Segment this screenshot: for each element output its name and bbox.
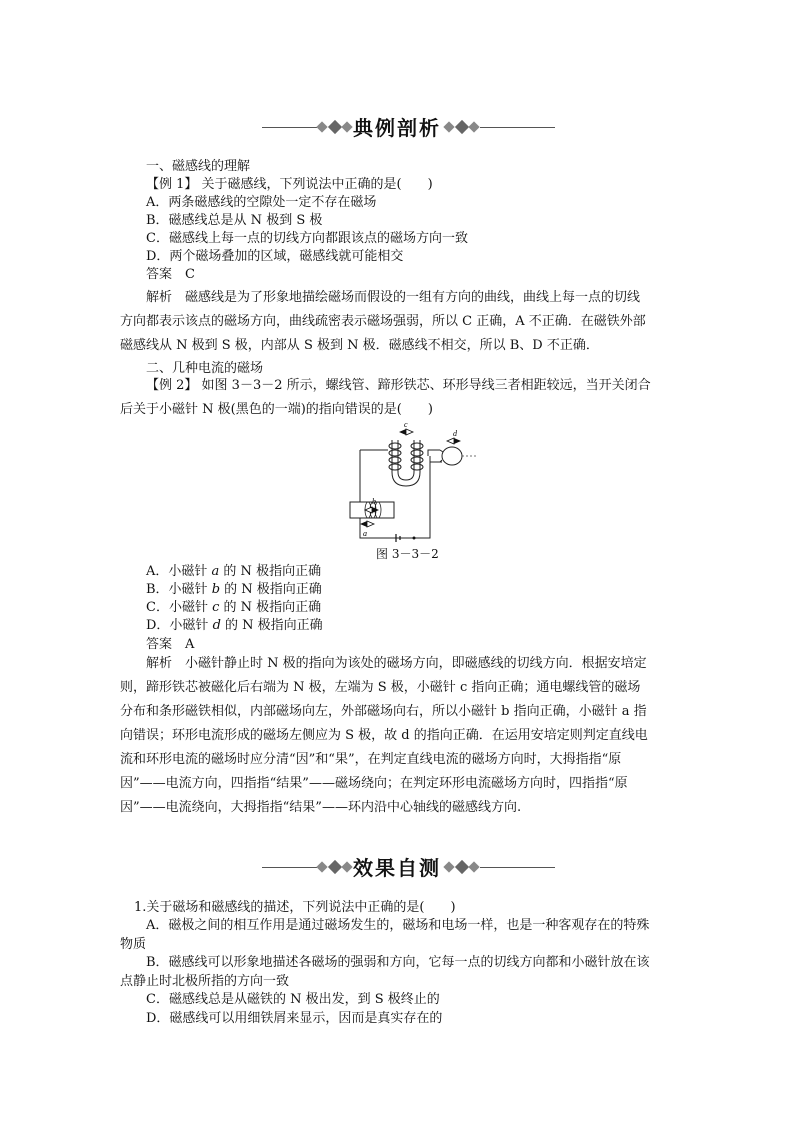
example2-option-d: D．小磁针 d 的 N 极指向正确 [146, 618, 323, 633]
label-b: b [372, 497, 376, 506]
compass-b [365, 497, 379, 513]
exercise1-option-d: D．磁感线可以用细铁屑来显示，因而是真实存在的 [146, 1011, 443, 1026]
coil-right [411, 443, 423, 470]
exercise1-question: 1.关于磁场和磁感线的描述，下列说法中正确的是( ) [134, 900, 456, 915]
part2-heading: 二、几种电流的磁场 [146, 361, 264, 376]
compass-d [447, 429, 461, 444]
example1-answer: 答案 C [146, 267, 195, 282]
compass-c [399, 420, 413, 435]
label-d: d [453, 429, 457, 438]
figure-caption: 图 3－3－2 [376, 547, 439, 561]
switch [413, 537, 416, 540]
label-a: a [363, 529, 367, 538]
example2-question: 【例 2】 如图 3－3－2 所示，螺线管、蹄形铁芯、环形导线三者相距较远，当开关闭合后关于小磁针 N 极(黑色的一端)的指向错误的是( ) [120, 378, 651, 417]
label-c: c [404, 420, 408, 429]
example1-question: 【例 1】 关于磁感线，下列说法中正确的是( ) [146, 177, 433, 192]
example1-option-d: D．两个磁场叠加的区域，磁感线就可能相交 [146, 249, 404, 264]
section-title: 效果自测 [353, 856, 441, 880]
part1-heading: 一、磁感线的理解 [146, 159, 251, 174]
example2-analysis: 解析 小磁针静止时 N 极的指向为该处的磁场方向，即磁感线的切线方向．根据安培定则，蹄形铁芯被磁化后右端为 N 极，左端为 S 极，小磁针 c 指向正确；通电螺线管的磁场分布和条形磁铁相似，内部磁场向左，外部磁场向右，所以小磁针 b 指向正确，小磁针 a 指向错误；环形电流形成的磁场左侧应为 S 极，故 d 的指向正确．在运用安培定则判定直线电流和环形电流的磁场时应分清“因”和“果”，在判定直线电流的磁场方向时，大拇指指“原因”——电流方向，四指指“结果”——磁场绕向；在判定环形电流磁场方向时，四指指“原因”——电流绕向，大拇指指“结果”——环内沿中心轴线的磁感线方向. [120, 656, 648, 815]
section-header-self-test [0, 853, 794, 883]
example2-option-c: C．小磁针 c 的 N 极指向正确 [146, 600, 322, 615]
example2-option-b: B．小磁针 b 的 N 极指向正确 [146, 582, 322, 597]
exercise1-option-c: C．磁感线总是从磁铁的 N 极出发，到 S 极终止的 [146, 992, 440, 1007]
coil-left [389, 443, 401, 470]
section-header-examples [0, 113, 794, 143]
circuit-figure [340, 420, 480, 565]
example2-answer: 答案 A [146, 637, 195, 652]
example2-option-a: A．小磁针 a 的 N 极指向正确 [146, 564, 322, 579]
example1-option-a: A．两条磁感线的空隙处一定不存在磁场 [146, 195, 377, 210]
example1-analysis: 解析 磁感线是为了形象地描绘磁场而假设的一组有方向的曲线，曲线上每一点的切线方向都表示该点的磁场方向，曲线疏密表示磁场强弱，所以 C 正确，A 不正确．在磁铁外部磁感线从 N 极到 S 极，内部从 S 极到 N 极．磁感线不相交，所以 B、D 不正确． [120, 290, 646, 353]
exercise1-option-a: A．磁极之间的相互作用是通过磁场发生的，磁场和电场一样，也是一种客观存在的特殊物质 [120, 918, 650, 952]
example1-option-b: B．磁感线总是从 N 极到 S 极 [146, 213, 323, 228]
exercise1-option-b: B．磁感线可以形象地描述各磁场的强弱和方向，它每一点的切线方向都和小磁针放在该点静止时北极所指的方向一致 [120, 955, 650, 989]
compass-a [360, 521, 374, 538]
section-title: 典例剖析 [353, 116, 441, 140]
ring-wire [442, 447, 462, 465]
example1-option-c: C．磁感线上每一点的切线方向都跟该点的磁场方向一致 [146, 231, 468, 246]
